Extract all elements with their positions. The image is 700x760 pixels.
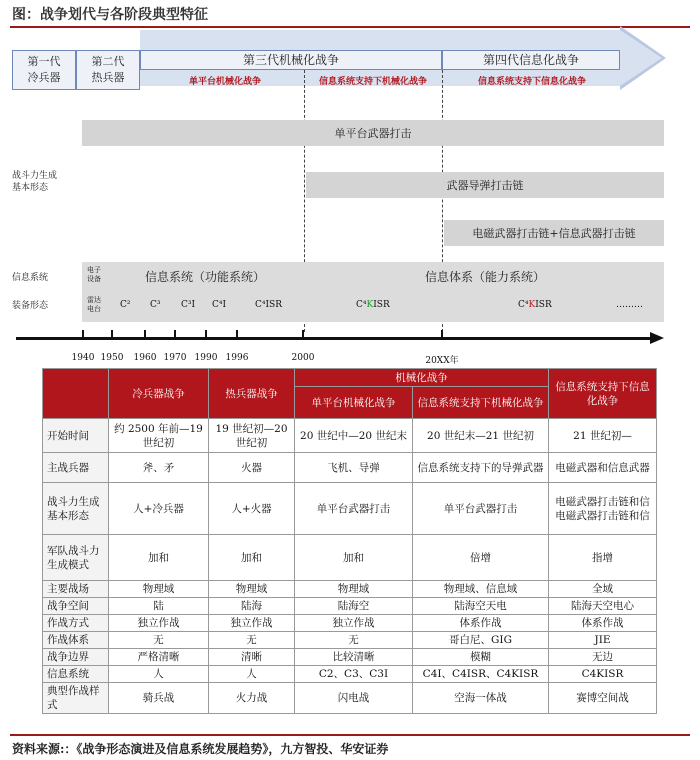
tick-1990 bbox=[205, 330, 207, 340]
table-cell: 陆 bbox=[109, 598, 209, 615]
gen2-line2: 热兵器 bbox=[91, 71, 125, 84]
tick-1940 bbox=[82, 330, 84, 340]
table-cell: 体系作战 bbox=[549, 615, 657, 632]
info-system-label: 信息系统 bbox=[12, 273, 49, 283]
tick-20xx bbox=[441, 330, 443, 340]
table-cell: 19 世纪初—20 世纪初 bbox=[209, 419, 295, 453]
gen2-line1: 第二代 bbox=[91, 55, 125, 68]
table-cell: 清晰 bbox=[209, 649, 295, 666]
table-row bbox=[43, 419, 657, 453]
table-row bbox=[43, 615, 657, 632]
table-cell: 加和 bbox=[295, 535, 413, 581]
table-cell: 火器 bbox=[209, 453, 295, 483]
table-cell: 无 bbox=[295, 632, 413, 649]
comparison-table-wrap bbox=[42, 368, 656, 714]
eq-radar: 雷达 电台 bbox=[87, 296, 101, 313]
gen1-line1: 第一代 bbox=[27, 55, 61, 68]
table-cell: 人 bbox=[209, 666, 295, 683]
eq-c4i: C⁴I bbox=[212, 300, 227, 310]
table-cell: 物理域 bbox=[295, 581, 413, 598]
year-label: 1996 bbox=[225, 353, 249, 363]
table-cell: 哥白尼、GIG bbox=[413, 632, 549, 649]
table-cell: 单平台武器打击 bbox=[295, 483, 413, 535]
info-arch-text: 信息体系（能力系统） bbox=[424, 269, 545, 284]
year-label: 2000 bbox=[291, 353, 315, 363]
row-header: 主要战场 bbox=[43, 581, 109, 598]
year-label: 1990 bbox=[194, 353, 218, 363]
col-header: 冷兵器战争 bbox=[109, 369, 209, 419]
table-cell: C4KISR bbox=[549, 666, 657, 683]
table-cell: 独立作战 bbox=[109, 615, 209, 632]
table-cell: 电磁武器和信息武器 bbox=[549, 453, 657, 483]
band-single-platform: 单平台武器打击 bbox=[82, 120, 664, 146]
row-header: 典型作战样式 bbox=[43, 683, 109, 714]
row-header: 军队战斗力生成模式 bbox=[43, 535, 109, 581]
table-row bbox=[43, 666, 657, 683]
table-cell: 单平台武器打击 bbox=[413, 483, 549, 535]
col-header: 信息系统支持下信息化战争 bbox=[549, 369, 657, 419]
eq-c3i: C³I bbox=[181, 300, 196, 310]
band-em-chain: 电磁武器打击链+信息武器打击链 bbox=[444, 220, 664, 246]
eq-dots: ……… bbox=[616, 300, 643, 310]
row-header: 战争空间 bbox=[43, 598, 109, 615]
gen3-box bbox=[140, 50, 442, 70]
table-cell: 独立作战 bbox=[209, 615, 295, 632]
table-row bbox=[43, 453, 657, 483]
table-cell: JIE bbox=[549, 632, 657, 649]
table-cell: 空海一体战 bbox=[413, 683, 549, 714]
table-row bbox=[43, 483, 657, 535]
eq-c4kisr-b: C⁴KISR bbox=[518, 300, 552, 310]
eq-c4isr: C⁴ISR bbox=[255, 300, 282, 310]
table-cell: 比较清晰 bbox=[295, 649, 413, 666]
table-cell: 倍增 bbox=[413, 535, 549, 581]
table-row bbox=[43, 598, 657, 615]
gen1-line2: 冷兵器 bbox=[27, 71, 61, 84]
table-cell: 指增 bbox=[549, 535, 657, 581]
table-row bbox=[43, 683, 657, 714]
col-group-header-mech: 机械化战争 bbox=[295, 369, 549, 387]
year-label: 1940 bbox=[71, 353, 95, 363]
table-cell: 严格清晰 bbox=[109, 649, 209, 666]
table-cell: 人 bbox=[109, 666, 209, 683]
table-cell: 20 世纪末—21 世纪初 bbox=[413, 419, 549, 453]
table-cell: C4I、C4ISR、C4KISR bbox=[413, 666, 549, 683]
table-cell: 陆海天空电心 bbox=[549, 598, 657, 615]
gen3-sub-a: 单平台机械化战争 bbox=[188, 77, 261, 87]
table-cell: 飞机、导弹 bbox=[295, 453, 413, 483]
table-row bbox=[43, 581, 657, 598]
table-cell: 陆海空 bbox=[295, 598, 413, 615]
year-label: 1970 bbox=[163, 353, 187, 363]
table-cell: C2、C3、C3I bbox=[295, 666, 413, 683]
table-cell: 无 bbox=[209, 632, 295, 649]
figure-title: 图：战争划代与各阶段典型特征 bbox=[12, 7, 208, 23]
gen2-box bbox=[76, 50, 140, 90]
table-cell: 骑兵战 bbox=[109, 683, 209, 714]
source-note: 资料来源:：《战争形态演进及信息系统发展趋势》，九方智投、华安证券 bbox=[12, 742, 389, 756]
table-cell: 体系作战 bbox=[413, 615, 549, 632]
band-weapon-chain: 武器导弹打击链 bbox=[306, 172, 664, 198]
row-header: 战争边界 bbox=[43, 649, 109, 666]
table-cell: 信息系统支持下的导弹武器 bbox=[413, 453, 549, 483]
table-cell: 约 2500 年前—19 世纪初 bbox=[109, 419, 209, 453]
year-label: 1960 bbox=[133, 353, 157, 363]
gen1-box bbox=[12, 50, 76, 90]
year-label: 1950 bbox=[100, 353, 124, 363]
combat-form-label: 战斗力生成 基本形态 bbox=[12, 171, 58, 193]
tick-1960 bbox=[144, 330, 146, 340]
table-cell: 20 世纪中—20 世纪末 bbox=[295, 419, 413, 453]
row-header: 作战体系 bbox=[43, 632, 109, 649]
tick-1996 bbox=[236, 330, 238, 340]
eq-c4kisr-a: C⁴KISR bbox=[356, 300, 390, 310]
table-cell: 全域 bbox=[549, 581, 657, 598]
source-divider bbox=[10, 734, 690, 736]
eq-c2: C² bbox=[120, 300, 131, 310]
table-cell: 赛博空间战 bbox=[549, 683, 657, 714]
gen4-label: 第四代信息化战争 bbox=[482, 53, 579, 67]
gen4-box bbox=[442, 50, 620, 70]
info-system-text: 信息系统（功能系统） bbox=[144, 269, 265, 284]
table-cell: 物理域 bbox=[109, 581, 209, 598]
table-cell: 电磁武器打击链和信电磁武器打击链和信 bbox=[549, 483, 657, 535]
tick-2000 bbox=[302, 330, 304, 340]
table-cell: 物理域、信息域 bbox=[413, 581, 549, 598]
tick-1950 bbox=[111, 330, 113, 340]
time-axis-arrow bbox=[650, 332, 664, 344]
col-header: 热兵器战争 bbox=[209, 369, 295, 419]
gen3-label: 第三代机械化战争 bbox=[242, 53, 339, 67]
row-header: 战斗力生成基本形态 bbox=[43, 483, 109, 535]
table-cell: 无边 bbox=[549, 649, 657, 666]
gen3-sub-b: 信息系统支持下机械化战争 bbox=[318, 77, 427, 87]
table-row bbox=[43, 649, 657, 666]
table-row bbox=[43, 632, 657, 649]
corner-cell bbox=[43, 369, 109, 419]
table-cell: 火力战 bbox=[209, 683, 295, 714]
table-cell: 斧、矛 bbox=[109, 453, 209, 483]
gen4-sub: 信息系统支持下信息化战争 bbox=[477, 77, 586, 87]
table-cell: 人+火器 bbox=[209, 483, 295, 535]
table-cell: 加和 bbox=[109, 535, 209, 581]
equipment-label: 装备形态 bbox=[12, 301, 49, 311]
table-cell: 陆海空天电 bbox=[413, 598, 549, 615]
table-cell: 21 世纪初— bbox=[549, 419, 657, 453]
table-cell: 模糊 bbox=[413, 649, 549, 666]
eq-c3: C³ bbox=[150, 300, 161, 310]
row-header: 主战兵器 bbox=[43, 453, 109, 483]
col-header: 单平台机械化战争 bbox=[295, 387, 413, 419]
row-header: 信息系统 bbox=[43, 666, 109, 683]
table-cell: 独立作战 bbox=[295, 615, 413, 632]
tick-1970 bbox=[174, 330, 176, 340]
table-cell: 物理域 bbox=[209, 581, 295, 598]
table-cell: 闪电战 bbox=[295, 683, 413, 714]
table-cell: 加和 bbox=[209, 535, 295, 581]
generation-arrow-head bbox=[620, 30, 662, 86]
row-header: 作战方式 bbox=[43, 615, 109, 632]
table-cell: 陆海 bbox=[209, 598, 295, 615]
col-header: 信息系统支持下机械化战争 bbox=[413, 387, 549, 419]
eq-electronic: 电子 设备 bbox=[87, 266, 101, 283]
comparison-table bbox=[42, 368, 657, 714]
table-cell: 无 bbox=[109, 632, 209, 649]
title-divider bbox=[10, 26, 690, 28]
row-header: 开始时间 bbox=[43, 419, 109, 453]
year-label: 20XX年 bbox=[425, 356, 459, 366]
table-row bbox=[43, 535, 657, 581]
table-cell: 人+冷兵器 bbox=[109, 483, 209, 535]
